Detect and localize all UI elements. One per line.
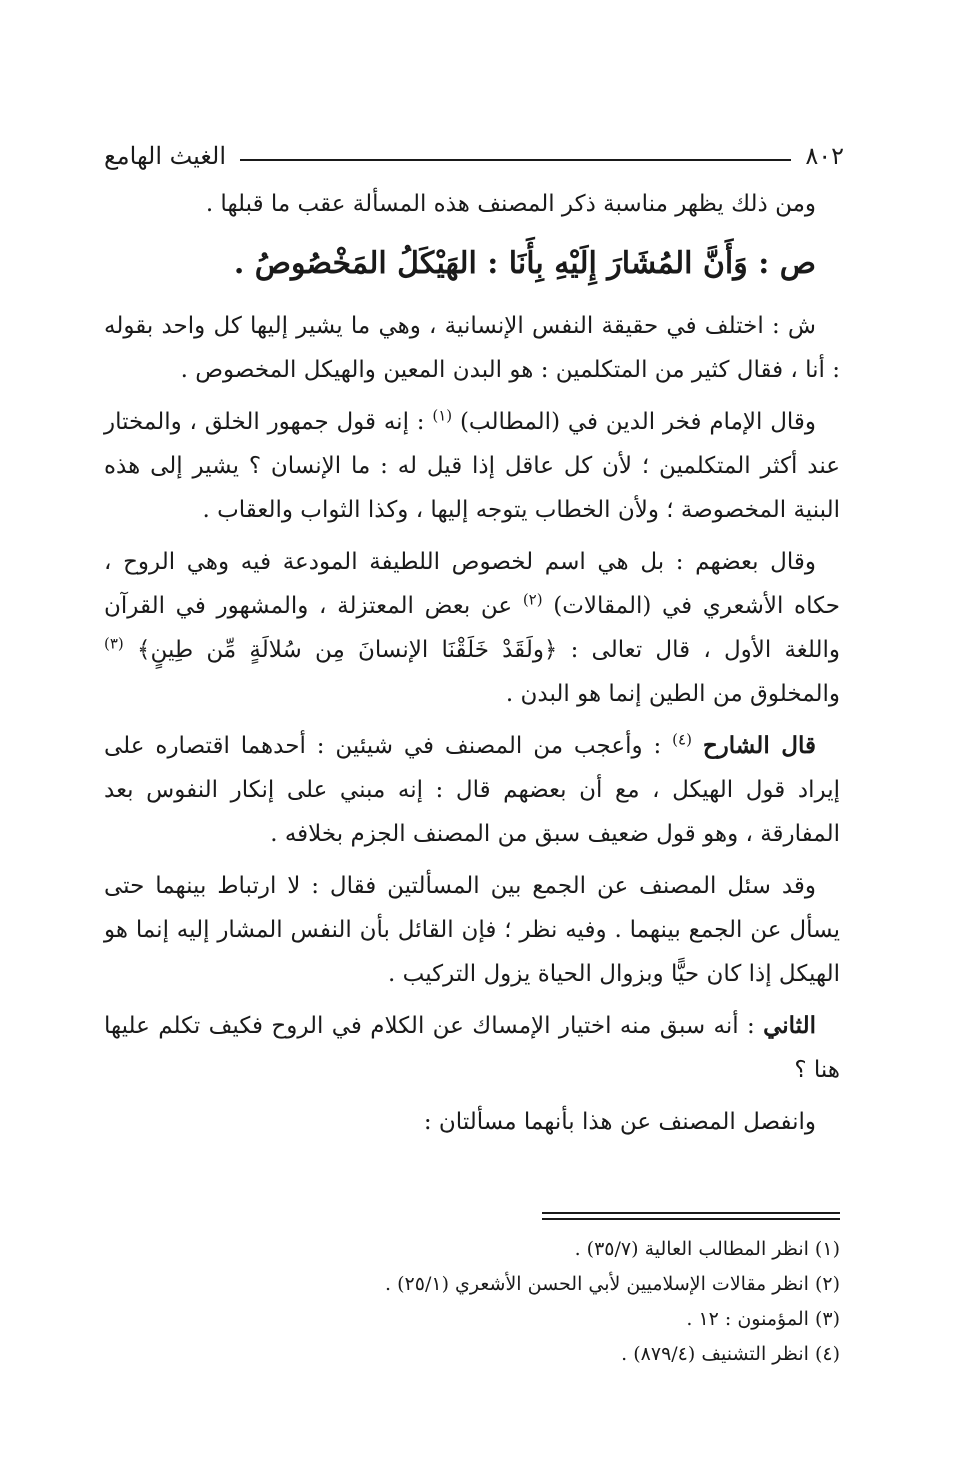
header-rule [240, 159, 791, 161]
paragraph-question: وقد سئل المصنف عن الجمع بين المسألتين فقال : لا ارتباط بينهما حتى يسأل عن الجمع بينهما . وفيه نظر ؛ فإن القائل بأن النفس المشار إليه إنما هو الهيكل إذا كان حيًّا وبزوال الحياة يزول التركيب . [104, 873, 840, 987]
footnote-2: (٢) انظر مقالات الإسلاميين لأبي الحسن الأشعري (٢٥/١) . [385, 1273, 840, 1295]
paragraph-answer: وانفصل المصنف عن هذا بأنهما مسألتان : [423, 1109, 816, 1135]
footnote-ref-4[interactable]: (٤) [672, 730, 692, 749]
second-label: الثاني [763, 1012, 816, 1039]
paragraph-text: : أنه سبق منه اختيار الإمساك عن الكلام في الروح فكيف تكلم عليها هنا ؟ [104, 1013, 840, 1083]
footnote-ref-3[interactable]: (٣) [104, 634, 124, 653]
paragraph-fakhr-al-din [104, 400, 840, 532]
footnote-ref-2[interactable]: (٢) [522, 590, 543, 609]
footnotes [140, 1232, 840, 1372]
book-title: الغيث الهامع [104, 142, 226, 170]
footnote-3: (٣) المؤمنون : ١٢ . [686, 1308, 840, 1330]
paragraph-text: عن بعض المعتزلة ، والمشهور في القرآن واللغة الأول ، قال تعالى : ﴿ولَقَدْ خَلَقْنَا الإنسانَ مِن سُلالَةٍ مِّن طِينٍ﴾ [104, 593, 841, 663]
running-head [104, 136, 844, 176]
page-number: ٨٠٢ [805, 142, 844, 170]
separator-line [542, 1212, 840, 1214]
main-text [104, 182, 840, 1144]
paragraph-text: : إنه قول جمهور الخلق ، والمختار عند أكثر المتكلمين ؛ لأن كل عاقل إذا قيل له : ما الإنسان ؟ يشير إلى هذه البنية المخصوصة ؛ ولأن الخطاب يتوجه إليها ، وكذا الثواب والعقاب . [104, 409, 840, 523]
matn-statement: ص : وَأَنَّ المُشَارَ إِلَيْهِ بِأَنَا : الهَيْكَلُ المَخْصُوصُ . [233, 246, 816, 281]
footnote-separator [542, 1212, 840, 1220]
paragraph-sharh: ش : اختلف في حقيقة النفس الإنسانية ، وهي ما يشير إليها كل واحد بقوله : أنا ، فقال كثير من المتكلمين : هو البدن المعين والهيكل المخصوص . [104, 313, 840, 383]
footnote-1: (١) انظر المطالب العالية (٣٥/٧) . [574, 1238, 840, 1260]
commentator-label: قال الشارح [702, 732, 817, 759]
paragraph-text: وقال الإمام فخر الدين في (المطالب) [459, 409, 817, 435]
paragraph-text: : وأعجب من المصنف في شيئين : أحدهما اقتصاره على إيراد قول الهيكل ، مع أن بعضهم قال : إنه مبني على إنكار النفوس بعد المفارقة ، وهو قول ضعيف سبق من المصنف الجزم بخلافه . [104, 733, 840, 847]
separator-line [542, 1218, 840, 1220]
paragraph-text: وقال بعضهم : بل هي اسم لخصوص اللطيفة المودعة فيه وهي الروح ، حكاه الأشعري في (المقالات) [104, 549, 841, 619]
paragraph-second [104, 1004, 840, 1092]
paragraph-sharih [104, 724, 840, 856]
footnote-4: (٤) انظر التشنيف (٨٧٩/٤) . [621, 1343, 840, 1365]
paragraph-ruh [104, 540, 840, 716]
paragraph-intro: ومن ذلك يظهر مناسبة ذكر المصنف هذه المسألة عقب ما قبلها . [205, 191, 816, 217]
footnote-ref-1[interactable]: (١) [432, 406, 453, 425]
paragraph-text: والمخلوق من الطين إنما هو البدن . [505, 681, 840, 707]
